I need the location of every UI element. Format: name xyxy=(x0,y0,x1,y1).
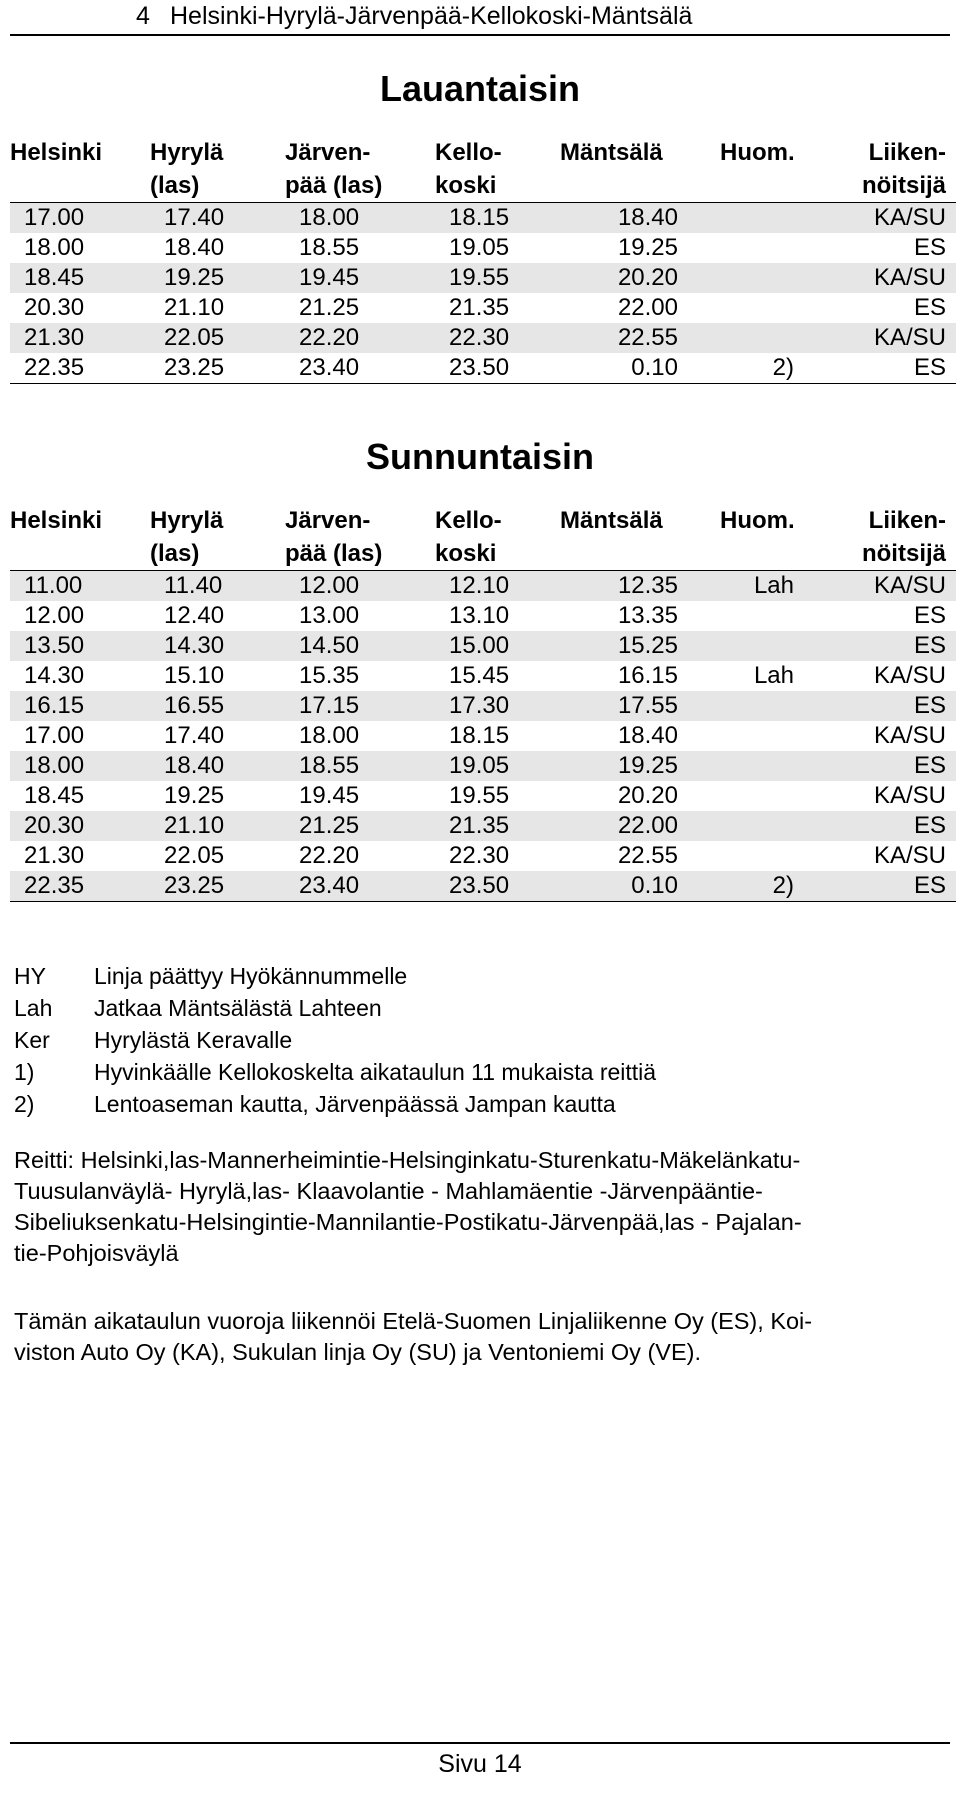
col-header-line: Huom. xyxy=(720,507,795,534)
cell-mantsala: 20.20 xyxy=(617,782,678,809)
cell-jarvenpaa: 23.40 xyxy=(285,871,435,902)
cell-hyryla: 18.40 xyxy=(164,234,225,261)
cell-mantsala: 20.20 xyxy=(560,263,720,293)
sunday-title: Sunnuntaisin xyxy=(366,436,594,477)
page-footer xyxy=(10,1742,950,1779)
route-number: 4 xyxy=(136,2,150,30)
saturday-timetable xyxy=(10,136,956,384)
cell-huom xyxy=(720,203,796,234)
cell-helsinki: 18.00 xyxy=(10,751,150,781)
text-line: Reitti: Helsinki,las-Mannerheimintie-Helsinginkatu-Sturenkatu-Mäkelänkatu- xyxy=(14,1147,801,1173)
col-header-line xyxy=(720,537,796,570)
col-header-line xyxy=(560,537,720,570)
cell-jarvenpaa: 19.45 xyxy=(299,782,360,809)
cell-kellokoski: 12.10 xyxy=(435,571,560,602)
cell-huom xyxy=(720,233,796,263)
cell-hyryla: 19.25 xyxy=(150,263,285,293)
col-header-line: Liiken- xyxy=(868,507,946,534)
cell-hyryla: 15.10 xyxy=(164,662,225,689)
cell-liikennoitsija: ES xyxy=(796,811,956,841)
cell-mantsala: 18.40 xyxy=(617,722,678,749)
cell-helsinki: 14.30 xyxy=(24,662,85,689)
cell-mantsala: 0.10 xyxy=(560,353,720,384)
text-line: tie-Pohjoisväylä xyxy=(14,1240,179,1266)
col-header-helsinki xyxy=(10,136,150,203)
page-number: Sivu 14 xyxy=(438,1750,522,1778)
cell-liikennoitsija: ES xyxy=(796,751,956,781)
col-header-line: Huom. xyxy=(720,139,795,166)
col-header-helsinki xyxy=(10,504,150,571)
legend-text: Hyvinkäälle Kellokoskelta aikataulun 11 mukaista reittiä xyxy=(94,1059,657,1085)
col-header-line: (las) xyxy=(150,172,200,199)
cell-hyryla: 12.40 xyxy=(164,602,225,629)
table-row xyxy=(10,233,956,263)
cell-mantsala: 13.35 xyxy=(617,602,678,629)
col-header-jarvenpaa xyxy=(285,504,435,571)
cell-helsinki: 21.30 xyxy=(10,323,150,353)
table-row xyxy=(10,353,956,384)
cell-jarvenpaa: 14.50 xyxy=(285,631,435,661)
cell-jarvenpaa: 22.20 xyxy=(285,323,435,353)
cell-helsinki: 20.30 xyxy=(24,294,85,321)
cell-liikennoitsija: KA/SU xyxy=(873,842,946,869)
saturday-title: Lauantaisin xyxy=(379,68,581,109)
cell-jarvenpaa: 15.35 xyxy=(299,662,360,689)
cell-hyryla: 19.25 xyxy=(164,782,225,809)
cell-hyryla: 23.25 xyxy=(150,871,285,902)
cell-mantsala: 19.25 xyxy=(560,751,720,781)
legend-item xyxy=(14,960,656,992)
col-header-line: Järven- xyxy=(285,139,371,166)
cell-huom: Lah xyxy=(753,662,794,689)
table-row xyxy=(10,601,956,631)
cell-kellokoski: 15.00 xyxy=(435,631,560,661)
cell-hyryla: 16.55 xyxy=(150,691,285,721)
col-header-line: Mäntsälä xyxy=(560,507,663,534)
cell-mantsala: 17.55 xyxy=(560,691,720,721)
cell-hyryla: 23.25 xyxy=(150,353,285,384)
text-line: viston Auto Oy (KA), Sukulan linja Oy (SU) ja Ventoniemi Oy (VE). xyxy=(14,1339,701,1365)
cell-mantsala: 0.10 xyxy=(560,871,720,902)
cell-huom xyxy=(720,691,796,721)
col-header-line: Järven- xyxy=(285,507,371,534)
legend-code: 1) xyxy=(14,1059,35,1085)
cell-kellokoski: 15.45 xyxy=(449,662,510,689)
cell-kellokoski: 22.30 xyxy=(435,323,560,353)
cell-liikennoitsija: ES xyxy=(913,234,946,261)
cell-liikennoitsija: KA/SU xyxy=(796,571,956,602)
col-header-line xyxy=(10,169,150,202)
col-header-liikennoitsija xyxy=(796,136,956,203)
sunday-timetable xyxy=(10,504,956,902)
cell-helsinki: 16.15 xyxy=(10,691,150,721)
cell-huom: 2) xyxy=(720,353,796,384)
cell-liikennoitsija: KA/SU xyxy=(796,323,956,353)
cell-huom xyxy=(720,751,796,781)
cell-jarvenpaa: 18.00 xyxy=(299,722,360,749)
cell-helsinki: 13.50 xyxy=(10,631,150,661)
cell-mantsala: 22.55 xyxy=(617,842,678,869)
cell-huom xyxy=(720,721,796,751)
cell-helsinki: 21.30 xyxy=(24,842,85,869)
cell-jarvenpaa: 18.00 xyxy=(285,203,435,234)
col-header-jarvenpaa xyxy=(285,136,435,203)
cell-liikennoitsija: ES xyxy=(796,871,956,902)
col-header-liikennoitsija xyxy=(796,504,956,571)
cell-liikennoitsija: ES xyxy=(796,631,956,661)
cell-kellokoski: 21.35 xyxy=(435,811,560,841)
legend-item xyxy=(14,1024,656,1056)
cell-liikennoitsija: KA/SU xyxy=(796,263,956,293)
cell-hyryla: 17.40 xyxy=(164,722,225,749)
cell-liikennoitsija: KA/SU xyxy=(796,203,956,234)
col-header-line: Kello- xyxy=(435,139,502,166)
cell-mantsala: 18.40 xyxy=(560,203,720,234)
cell-hyryla: 21.10 xyxy=(164,294,225,321)
col-header-line: (las) xyxy=(150,540,200,567)
cell-kellokoski: 23.50 xyxy=(435,353,560,384)
table-row xyxy=(10,661,956,691)
route-description xyxy=(14,1145,950,1269)
legend-code: HY xyxy=(14,963,46,989)
col-header-line: koski xyxy=(435,172,497,199)
col-header-mantsala xyxy=(560,504,720,571)
cell-jarvenpaa: 18.55 xyxy=(285,751,435,781)
cell-huom xyxy=(720,811,796,841)
cell-kellokoski: 19.55 xyxy=(449,782,510,809)
col-header-line: pää (las) xyxy=(285,172,383,199)
cell-huom xyxy=(720,631,796,661)
cell-hyryla: 11.40 xyxy=(150,571,285,602)
cell-helsinki: 18.45 xyxy=(10,263,150,293)
cell-hyryla: 18.40 xyxy=(150,751,285,781)
legend-text: Jatkaa Mäntsälästä Lahteen xyxy=(94,995,382,1021)
text-line: Tuusulanväylä- Hyrylä,las- Klaavolantie - Mahlamäentie -Järvenpääntie- xyxy=(14,1178,763,1204)
legend-item xyxy=(14,992,656,1024)
cell-hyryla: 22.05 xyxy=(164,842,225,869)
col-header-line xyxy=(720,169,796,202)
text-line: Sibeliuksenkatu-Helsingintie-Mannilantie-Postikatu-Järvenpää,las - Pajalan- xyxy=(14,1209,802,1235)
cell-kellokoski: 21.35 xyxy=(449,294,510,321)
cell-kellokoski: 23.50 xyxy=(435,871,560,902)
col-header-line: nöitsijä xyxy=(861,540,946,567)
cell-kellokoski: 18.15 xyxy=(435,203,560,234)
col-header-line: pää (las) xyxy=(285,540,383,567)
legend xyxy=(14,960,656,1120)
col-header-kellokoski xyxy=(435,504,560,571)
cell-helsinki: 18.00 xyxy=(24,234,85,261)
cell-liikennoitsija: KA/SU xyxy=(873,782,946,809)
table-row xyxy=(10,691,956,721)
cell-huom xyxy=(720,323,796,353)
cell-hyryla: 21.10 xyxy=(150,811,285,841)
legend-text: Linja päättyy Hyökännummelle xyxy=(94,963,408,989)
col-header-mantsala xyxy=(560,136,720,203)
cell-liikennoitsija: ES xyxy=(796,353,956,384)
cell-helsinki: 22.35 xyxy=(10,353,150,384)
cell-jarvenpaa: 18.55 xyxy=(299,234,360,261)
table-row xyxy=(10,571,956,602)
table-row xyxy=(10,871,956,902)
text-line: Tämän aikataulun vuoroja liikennöi Etelä-Suomen Linjaliikenne Oy (ES), Koi- xyxy=(14,1308,813,1334)
cell-helsinki: 18.45 xyxy=(24,782,85,809)
cell-huom xyxy=(720,293,796,323)
col-header-line xyxy=(560,169,720,202)
cell-hyryla: 22.05 xyxy=(150,323,285,353)
cell-kellokoski: 18.15 xyxy=(449,722,510,749)
cell-kellokoski: 19.05 xyxy=(449,234,510,261)
cell-jarvenpaa: 21.25 xyxy=(285,811,435,841)
cell-jarvenpaa: 21.25 xyxy=(299,294,360,321)
col-header-hyryla xyxy=(150,136,285,203)
cell-huom: Lah xyxy=(720,571,796,602)
table-row xyxy=(10,781,956,811)
table-row xyxy=(10,263,956,293)
operators-note xyxy=(14,1306,950,1368)
cell-liikennoitsija: KA/SU xyxy=(873,722,946,749)
col-header-line xyxy=(10,537,150,570)
table-row xyxy=(10,323,956,353)
legend-code: Lah xyxy=(14,995,53,1021)
cell-huom xyxy=(720,841,796,871)
cell-liikennoitsija: ES xyxy=(913,294,946,321)
cell-helsinki: 11.00 xyxy=(10,571,150,602)
table-row xyxy=(10,721,956,751)
cell-kellokoski: 19.55 xyxy=(435,263,560,293)
legend-item xyxy=(14,1088,656,1120)
legend-text: Hyrylästä Keravalle xyxy=(94,1027,293,1053)
col-header-line: Helsinki xyxy=(10,507,103,534)
cell-jarvenpaa: 12.00 xyxy=(285,571,435,602)
cell-mantsala: 19.25 xyxy=(617,234,678,261)
cell-huom xyxy=(720,781,796,811)
col-header-line: Helsinki xyxy=(10,139,103,166)
table-row xyxy=(10,841,956,871)
cell-huom xyxy=(720,263,796,293)
cell-mantsala: 22.00 xyxy=(617,294,678,321)
legend-code: Ker xyxy=(14,1027,50,1053)
col-header-line: Hyrylä xyxy=(150,139,224,166)
table-row xyxy=(10,811,956,841)
col-header-line: Liiken- xyxy=(868,139,946,166)
cell-jarvenpaa: 23.40 xyxy=(285,353,435,384)
cell-hyryla: 14.30 xyxy=(150,631,285,661)
cell-jarvenpaa: 13.00 xyxy=(299,602,360,629)
cell-helsinki: 20.30 xyxy=(10,811,150,841)
legend-text: Lentoaseman kautta, Järvenpäässä Jampan kautta xyxy=(94,1091,616,1117)
cell-kellokoski: 19.05 xyxy=(435,751,560,781)
cell-mantsala: 12.35 xyxy=(560,571,720,602)
table-row xyxy=(10,751,956,781)
cell-liikennoitsija: ES xyxy=(796,691,956,721)
col-header-line: nöitsijä xyxy=(861,172,946,199)
col-header-line: Hyrylä xyxy=(150,507,224,534)
cell-liikennoitsija: ES xyxy=(913,602,946,629)
col-header-line: Kello- xyxy=(435,507,502,534)
table-row xyxy=(10,293,956,323)
cell-jarvenpaa: 17.15 xyxy=(285,691,435,721)
cell-huom xyxy=(720,601,796,631)
legend-code: 2) xyxy=(14,1091,35,1117)
route-title: Helsinki-Hyrylä-Järvenpää-Kellokoski-Mäntsälä xyxy=(170,2,693,30)
cell-helsinki: 17.00 xyxy=(10,203,150,234)
page-header xyxy=(10,0,950,36)
col-header-hyryla xyxy=(150,504,285,571)
cell-helsinki: 12.00 xyxy=(24,602,85,629)
cell-mantsala: 15.25 xyxy=(560,631,720,661)
cell-mantsala: 16.15 xyxy=(617,662,678,689)
col-header-line: koski xyxy=(435,540,497,567)
cell-helsinki: 22.35 xyxy=(10,871,150,902)
col-header-line: Mäntsälä xyxy=(560,139,663,166)
cell-jarvenpaa: 19.45 xyxy=(285,263,435,293)
cell-mantsala: 22.00 xyxy=(560,811,720,841)
cell-huom: 2) xyxy=(720,871,796,902)
cell-kellokoski: 17.30 xyxy=(435,691,560,721)
col-header-huom xyxy=(720,136,796,203)
cell-hyryla: 17.40 xyxy=(150,203,285,234)
table-row xyxy=(10,631,956,661)
cell-kellokoski: 22.30 xyxy=(449,842,510,869)
cell-liikennoitsija: KA/SU xyxy=(873,662,946,689)
cell-helsinki: 17.00 xyxy=(24,722,85,749)
table-row xyxy=(10,203,956,234)
col-header-kellokoski xyxy=(435,136,560,203)
col-header-huom xyxy=(720,504,796,571)
cell-mantsala: 22.55 xyxy=(560,323,720,353)
legend-item xyxy=(14,1056,656,1088)
cell-jarvenpaa: 22.20 xyxy=(299,842,360,869)
cell-kellokoski: 13.10 xyxy=(449,602,510,629)
